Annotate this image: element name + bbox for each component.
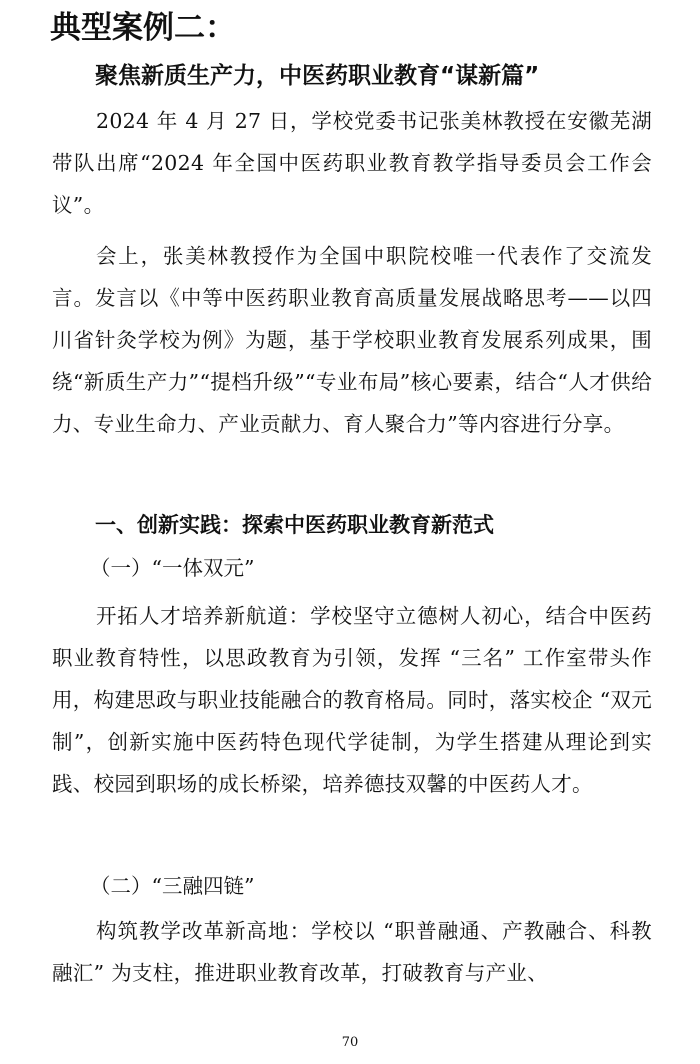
case-title: 典型案例二： — [50, 10, 236, 46]
paragraph-talent: 开拓人才培养新航道：学校坚守立德树人初心，结合中医药职业教育特性，以思政教育为引领，发挥 “三名” 工作室带头作用，构建思政与职业技能融合的教育格局。同时，落实校企 “双元制”，创新实施中医药特色现代学徒制，为学生搭建从理论到实践、校园到职场的成长桥梁，培养德技双馨的中医药人才。 — [52, 604, 652, 796]
paragraph-reform: 构筑教学改革新高地：学校以 “职普融通、产教融合、科教融汇” 为支柱，推进职业教育改革，打破教育与产业、 — [52, 919, 652, 985]
subsection-heading-2: （二）“三融四链” — [90, 874, 255, 898]
subsection-heading-1: （一）“一体双元” — [90, 556, 255, 580]
section-heading: 一、创新实践：探索中医药职业教育新范式 — [95, 513, 494, 537]
case-subtitle: 聚焦新质生产力，中医药职业教育“谋新篇” — [95, 63, 540, 89]
paragraph-meeting: 2024 年 4 月 27 日，学校党委书记张美林教授在安徽芜湖带队出席“2024 年全国中医药职业教育教学指导委员会工作会议”。 — [52, 109, 652, 217]
paragraph-speech: 会上，张美林教授作为全国中职院校唯一代表作了交流发言。发言以《中等中医药职业教育高质量发展战略思考——以四川省针灸学校为例》为题，基于学校职业教育发展系列成果，围绕“新质生产力”“提档升级”“专业布局”核心要素，结合“人才供给力、专业生命力、产业贡献力、育人聚合力”等内容进行分享。 — [52, 244, 652, 436]
page-number: 70 — [341, 1035, 359, 1050]
